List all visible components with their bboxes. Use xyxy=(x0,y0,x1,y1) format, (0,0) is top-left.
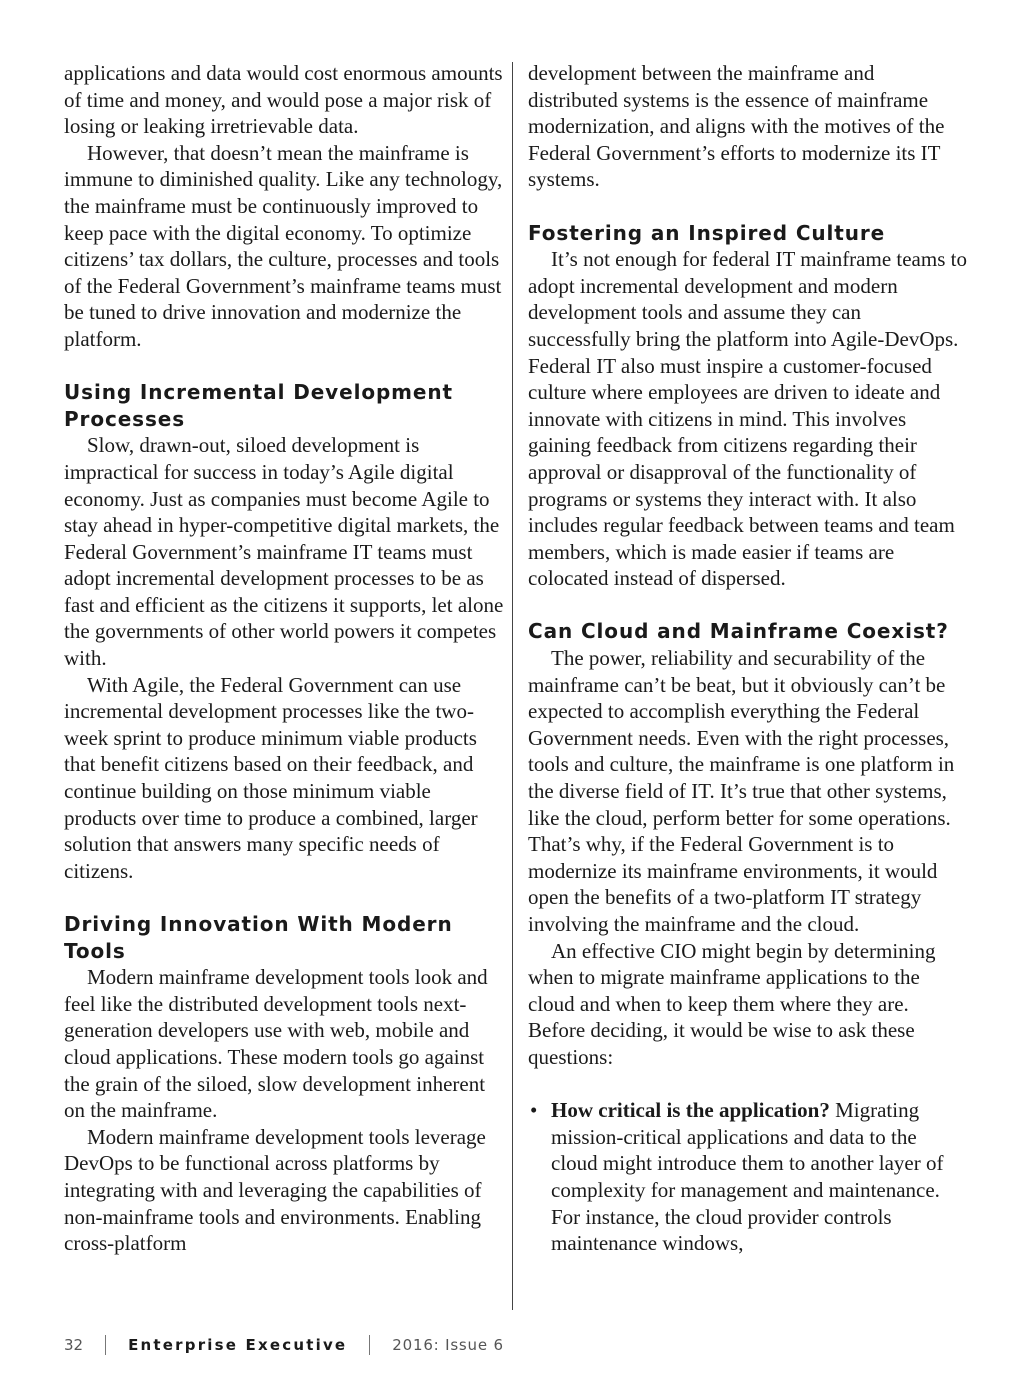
footer-divider xyxy=(105,1335,106,1355)
left-column xyxy=(64,60,504,1257)
right-paragraph-3: The power, reliability and securability of the mainframe can’t be beat, but it obviously can’t be expected to accomplish everything the Federal Government needs. Even with the right processes, tools and culture, the mainframe is one platform in the diverse field of IT. It’s true that other systems, like the cloud, perform better for some operations. That’s why, if the Federal Government is to modernize its mainframe environments, it would open the benefits of a two-platform IT strategy involving the mainframe and the cloud. xyxy=(528,646,955,936)
spacer xyxy=(528,193,968,220)
heading-modern-tools: Driving Innovation With Modern Tools xyxy=(64,912,453,963)
left-paragraph-6: Modern mainframe development tools leverage DevOps to be functional across platforms by integrating with and leveraging the capabilities of non-mainframe tools and environments. Enabling cross-platform xyxy=(64,1124,486,1256)
bullet-lead: How critical is the application? xyxy=(551,1098,830,1123)
bullet-marker: • xyxy=(530,1098,538,1123)
spacer xyxy=(528,1071,968,1098)
page-number: 32 xyxy=(64,1336,84,1354)
right-paragraph-4: An effective CIO might begin by determining when to migrate mainframe applications to the cloud and when to keep them where they are. Before deciding, it would be wise to ask these questions: xyxy=(528,938,936,1069)
heading-incremental-development: Using Incremental Development Processes xyxy=(64,380,453,431)
left-paragraph-3: Slow, drawn-out, siloed development is impractical for success in today’s Agile digital economy. Just as companies must become Agile to stay ahead in hyper-competitive digital markets, the Federal Government’s mainframe IT teams must adopt incremental development processes to be as fast and efficient as the citizens it supports, let alone the governments of other world powers it competes with. xyxy=(64,433,504,671)
spacer xyxy=(64,884,504,911)
publication-title: Enterprise Executive xyxy=(128,1336,348,1354)
list-item xyxy=(528,1097,968,1257)
heading-inspired-culture: Fostering an Inspired Culture xyxy=(528,220,886,245)
heading-cloud-mainframe: Can Cloud and Mainframe Coexist? xyxy=(528,619,949,644)
left-paragraph-2: However, that doesn’t mean the mainframe is immune to diminished quality. Like any technology, the mainframe must be continuously improved to keep pace with the digital economy. To optimize citizens’ tax dollars, the culture, processes and tools of the Federal Government’s mainframe teams must be tuned to drive innovation and modernize the platform. xyxy=(64,140,503,351)
issue-label: 2016: Issue 6 xyxy=(392,1336,504,1354)
footer-divider xyxy=(369,1335,370,1355)
left-paragraph-4: With Agile, the Federal Government can use incremental development processes like the two-week sprint to produce minimum viable products that benefit citizens based on their feedback, and continue building on those minimum viable products over time to produce a combined, larger solution that answers many specific needs of citizens. xyxy=(64,672,478,883)
bullet-text: Migrating mission-critical applications and data to the cloud might introduce them to another layer of complexity for management and maintenance. For instance, the cloud provider controls maintenance windows, xyxy=(551,1098,944,1256)
left-paragraph-1: applications and data would cost enormous amounts of time and money, and would pose a major risk of losing or leaking irretrievable data. xyxy=(64,61,503,139)
right-column xyxy=(528,60,968,1257)
left-paragraph-5: Modern mainframe development tools look and feel like the distributed development tools next-generation developers use with web, mobile and cloud applications. These modern tools go against the grain of the siloed, slow development inherent on the mainframe. xyxy=(64,965,488,1123)
column-divider xyxy=(512,62,513,1310)
page-footer xyxy=(64,1334,504,1356)
spacer xyxy=(528,592,968,619)
question-list xyxy=(528,1097,968,1257)
right-paragraph-2: It’s not enough for federal IT mainframe teams to adopt incremental development and modern development tools and assume they can successfully bring the platform into Agile-DevOps. Federal IT also must inspire a customer-focused culture where employees are driven to ideate and innovate with citizens in mind. This involves gaining feedback from citizens regarding their approval or disapproval of the functionality of programs or systems they interact with. It also includes regular feedback between teams and team members, which is made easier if teams are colocated instead of dispersed. xyxy=(528,247,967,591)
right-paragraph-1: development between the mainframe and distributed systems is the essence of mainframe modernization, and aligns with the motives of the Federal Government’s efforts to modernize its IT systems. xyxy=(528,61,945,192)
spacer xyxy=(64,353,504,380)
